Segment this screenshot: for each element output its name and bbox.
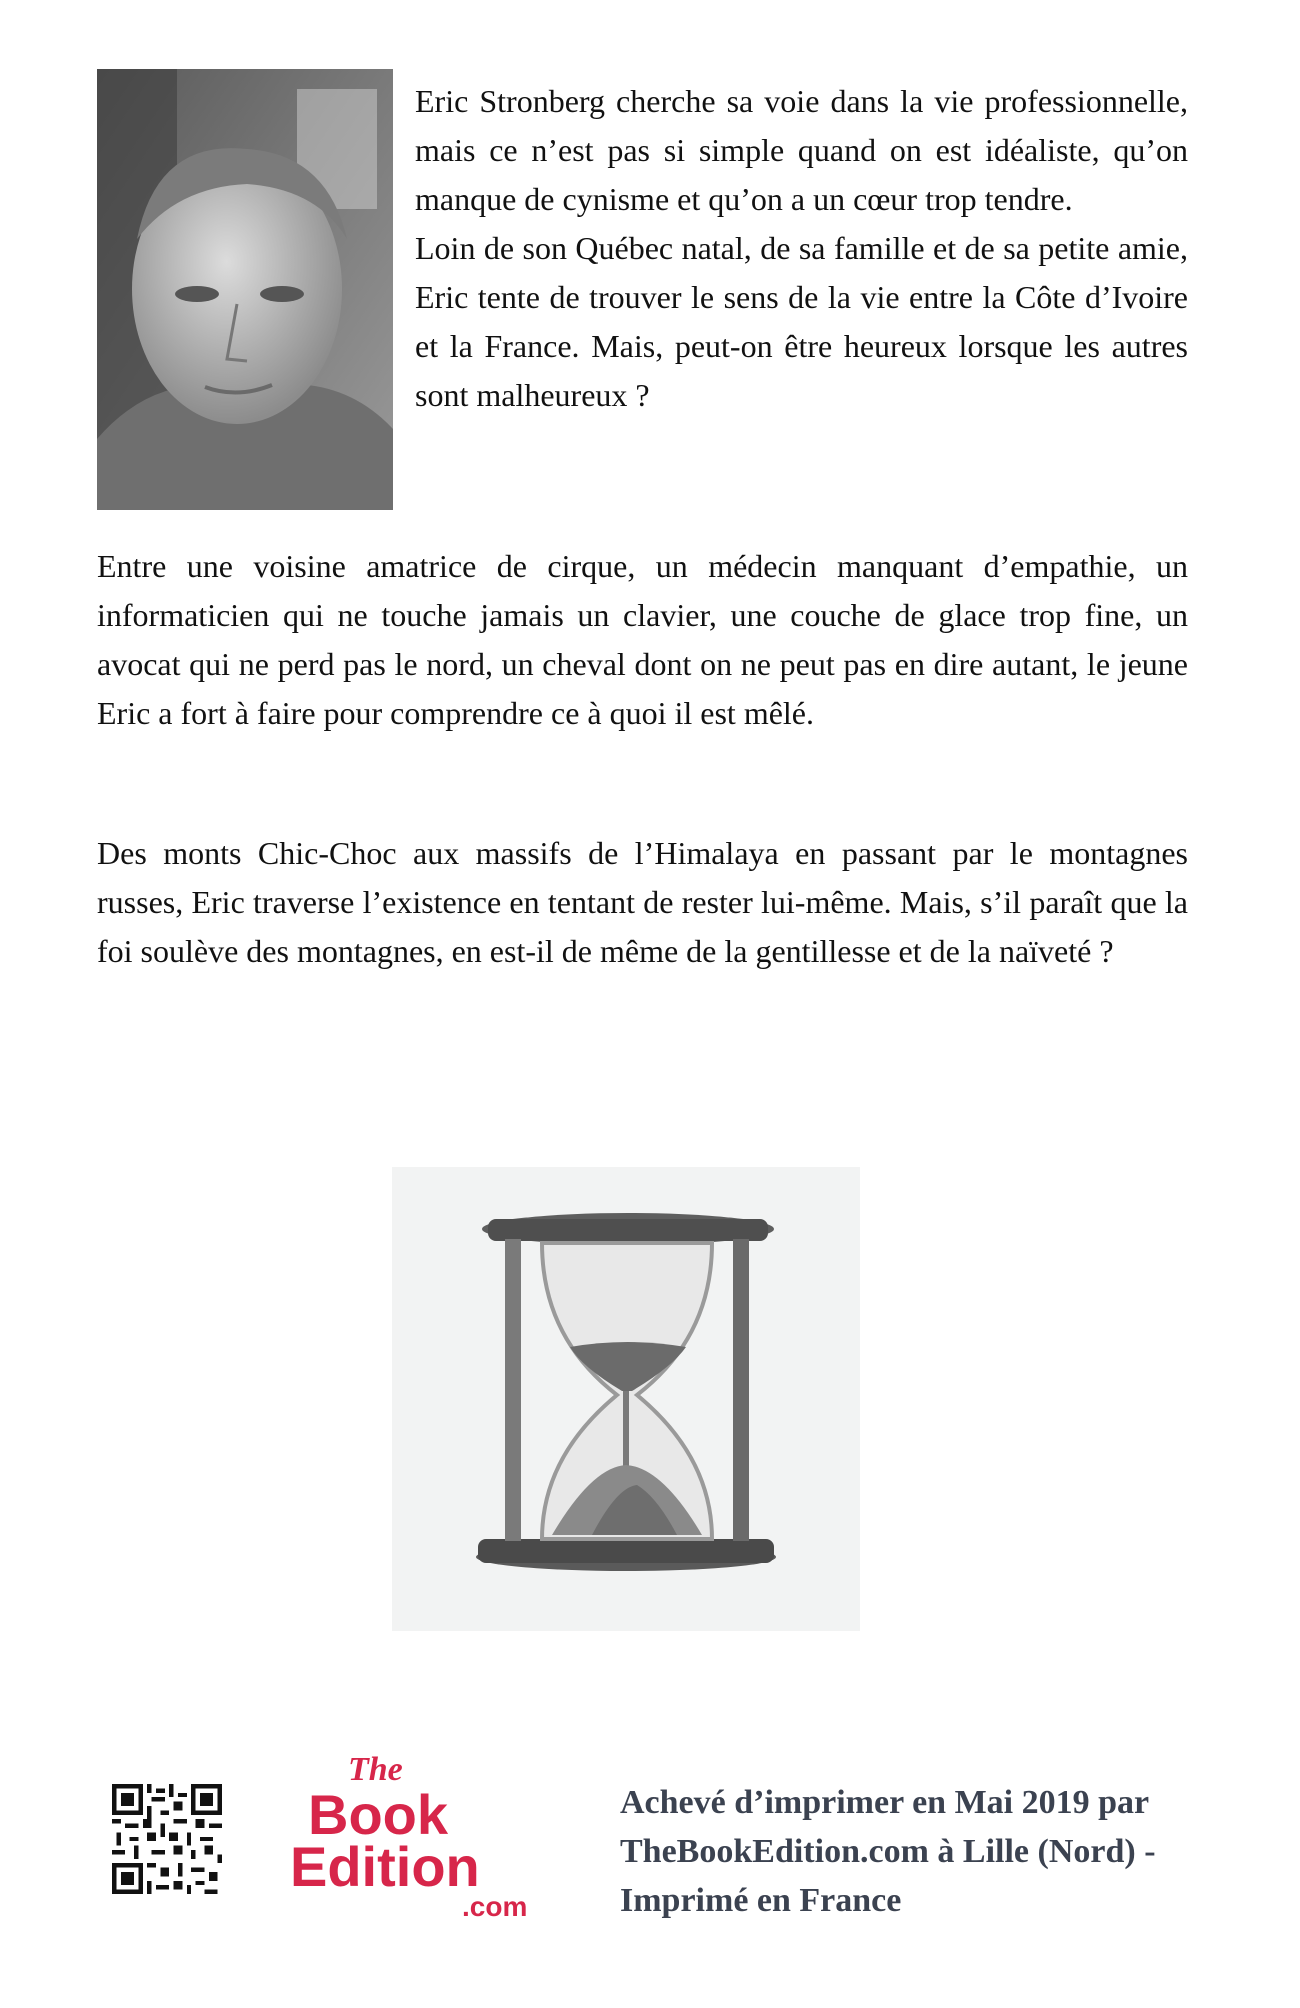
blurb-paragraph-2: Entre une voisine amatrice de cirque, un médecin manquant d’empathie, un informaticien qui ne touche jamais un clavier, une couche de glace trop fine, un avocat qui ne perd pas le nord, un cheval dont on ne peut pas en dire autant, le jeune Eric a fort à faire pour comprendre ce à quoi il est mêlé. <box>97 548 1188 731</box>
logo-dotcom: .com <box>462 1891 528 1922</box>
logo-the: The <box>348 1752 403 1788</box>
author-photo <box>97 69 393 510</box>
qr-code-icon <box>112 1784 222 1894</box>
thebookedition-logo <box>290 1752 560 1922</box>
author-portrait-icon <box>97 69 393 510</box>
qr-code <box>112 1784 222 1894</box>
hourglass-illustration <box>392 1167 860 1631</box>
logo-book: Book <box>308 1783 448 1846</box>
hourglass-icon <box>392 1167 860 1631</box>
printing-colophon: Achevé d’imprimer en Mai 2019 par TheBookEdition.com à Lille (Nord) - Imprimé en France <box>620 1784 1156 1919</box>
blurb-paragraph-1: Eric Stronberg cherche sa voie dans la vie professionnelle, mais ce n’est pas si simple quand on est idéaliste, qu’on manque de cynisme et qu’on a un cœur trop tendre. Loin de son Québec natal, de sa famille et de sa petite amie, Eric tente de trouver le sens de la vie entre la Côte d’Ivoire et la France. Mais, peut-on être heureux lorsque les autres sont malheureux ? <box>415 83 1188 413</box>
thebookedition-logo-icon <box>290 1752 560 1922</box>
blurb-paragraph-3: Des monts Chic-Choc aux massifs de l’Himalaya en passant par le montagnes russes, Eric traverse l’existence en tentant de rester lui-même. Mais, s’il paraît que la foi soulève des montagnes, en est-il de même de la gentillesse et de la naïveté ? <box>97 835 1188 969</box>
logo-edition: Edition <box>290 1835 480 1898</box>
